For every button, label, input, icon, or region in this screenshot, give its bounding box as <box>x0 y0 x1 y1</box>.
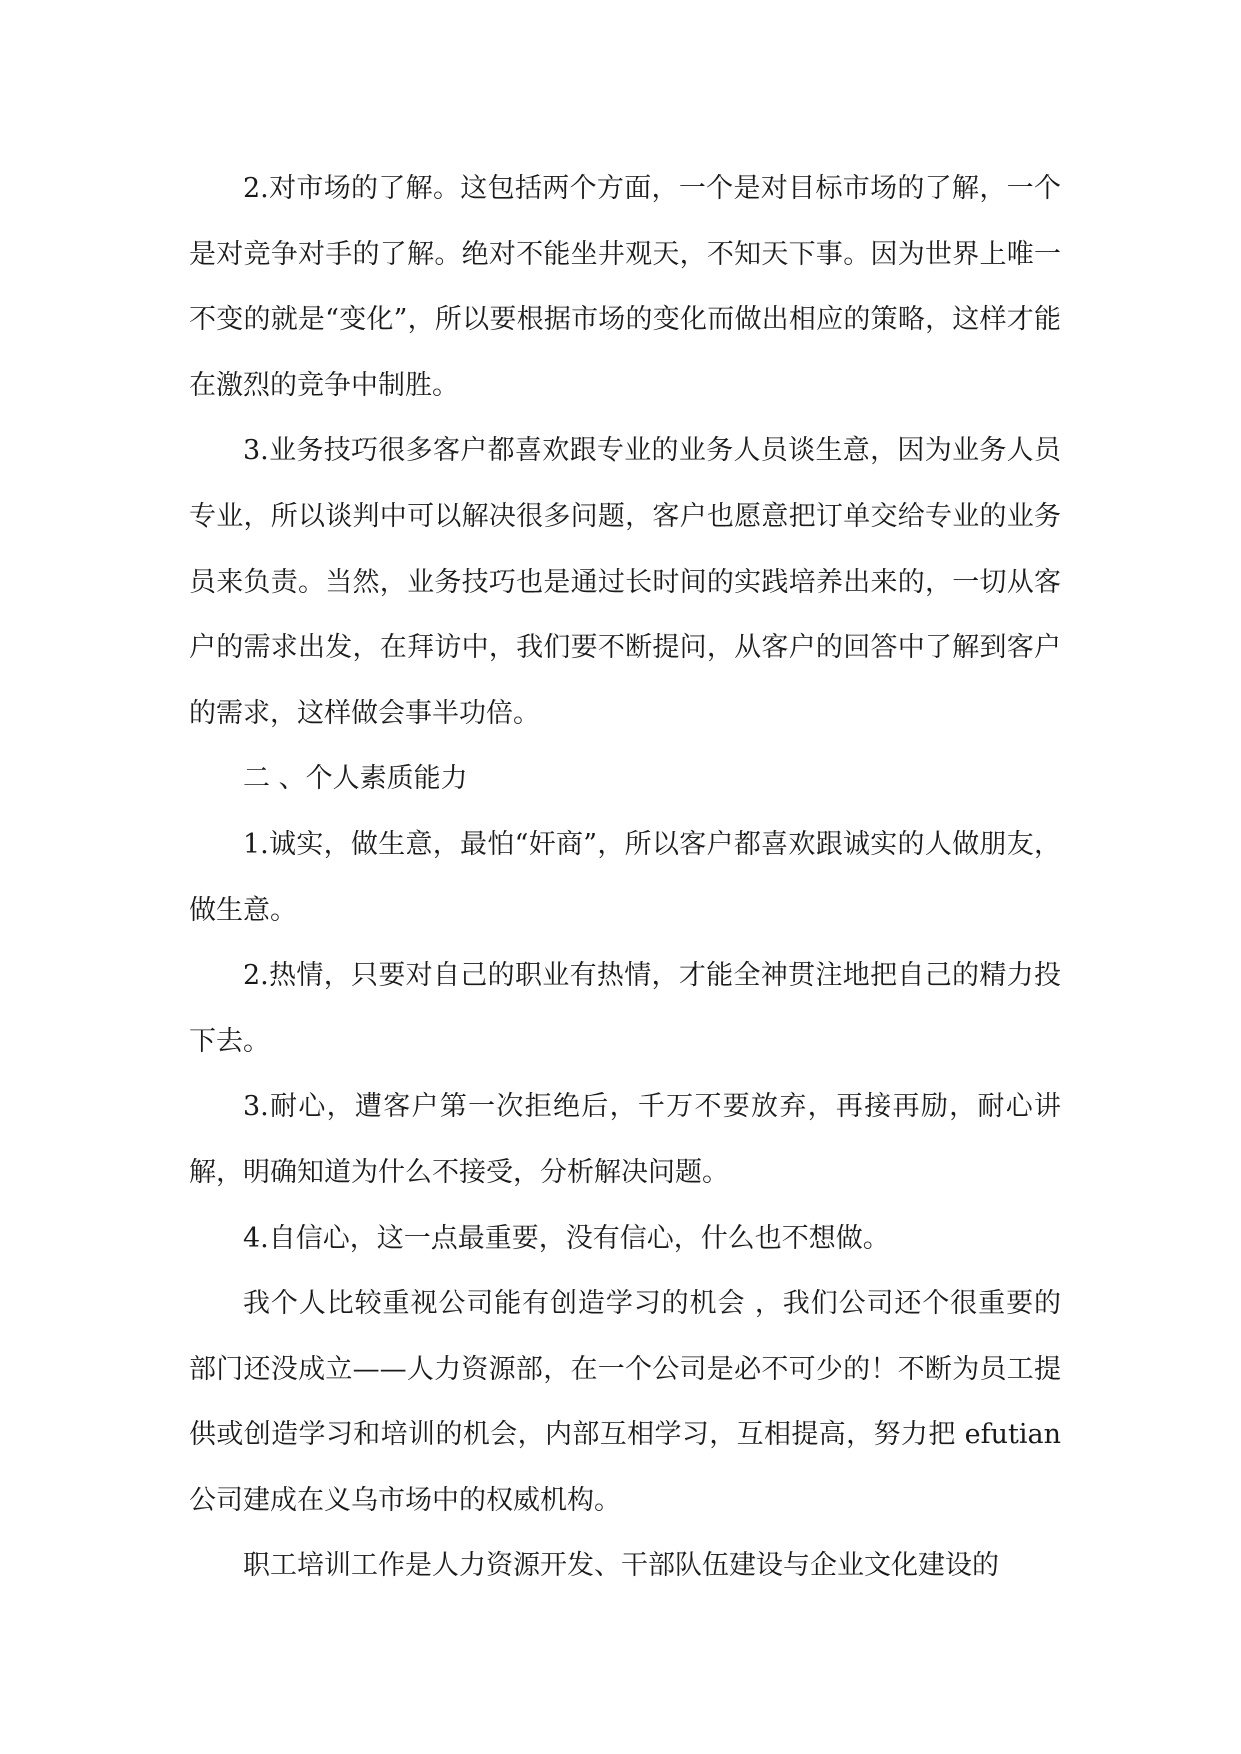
paragraph-honesty: 1.诚实，做生意，最怕“奸商”，所以客户都喜欢跟诚实的人做朋友，做生意。 <box>189 828 1061 926</box>
paragraph-confidence: 4.自信心，这一点最重要，没有信心，什么也不想做。 <box>243 1222 890 1254</box>
paragraph-enthusiasm: 2.热情，只要对自己的职业有热情，才能全神贯注地把自己的精力投下去。 <box>189 960 1061 1057</box>
paragraph-staff-training: 职工培训工作是人力资源开发、干部队伍建设与企业文化建设的 <box>243 1550 999 1582</box>
section-heading-personal-quality: 二 、个人素质能力 <box>243 763 468 795</box>
paragraph-patience: 3.耐心，遭客户第一次拒绝后，千万不要放弃，再接再励，耐心讲解，明确知道为什么不接受，分析解决问题。 <box>189 1091 1061 1188</box>
paragraph-learning-opportunity: 我个人比较重视公司能有创造学习的机会 ，我们公司还个很重要的部门还没成立——人力资源部，在一个公司是必不可少的！不断为员工提供或创造学习和培训的机会，内部互相学习，互相提高，努力把 efutian 公司建成在义乌市场中的权威机构。 <box>189 1288 1061 1516</box>
document-body <box>189 156 1061 1599</box>
paragraph-business-skills: 3.业务技巧很多客户都喜欢跟专业的业务人员谈生意，因为业务人员专业，所以谈判中可以解决很多问题，客户也愿意把订单交给专业的业务员来负责。当然，业务技巧也是通过长时间的实践培养出来的，一切从客户的需求出发，在拜访中，我们要不断提问，从客户的回答中了解到客户的需求，这样做会事半功倍。 <box>189 435 1061 729</box>
paragraph-market-understanding: 2.对市场的了解。这包括两个方面，一个是对目标市场的了解，一个是对竞争对手的了解。绝对不能坐井观天，不知天下事。因为世界上唯一不变的就是“变化”，所以要根据市场的变化而做出相应的策略，这样才能在激烈的竞争中制胜。 <box>189 173 1061 401</box>
